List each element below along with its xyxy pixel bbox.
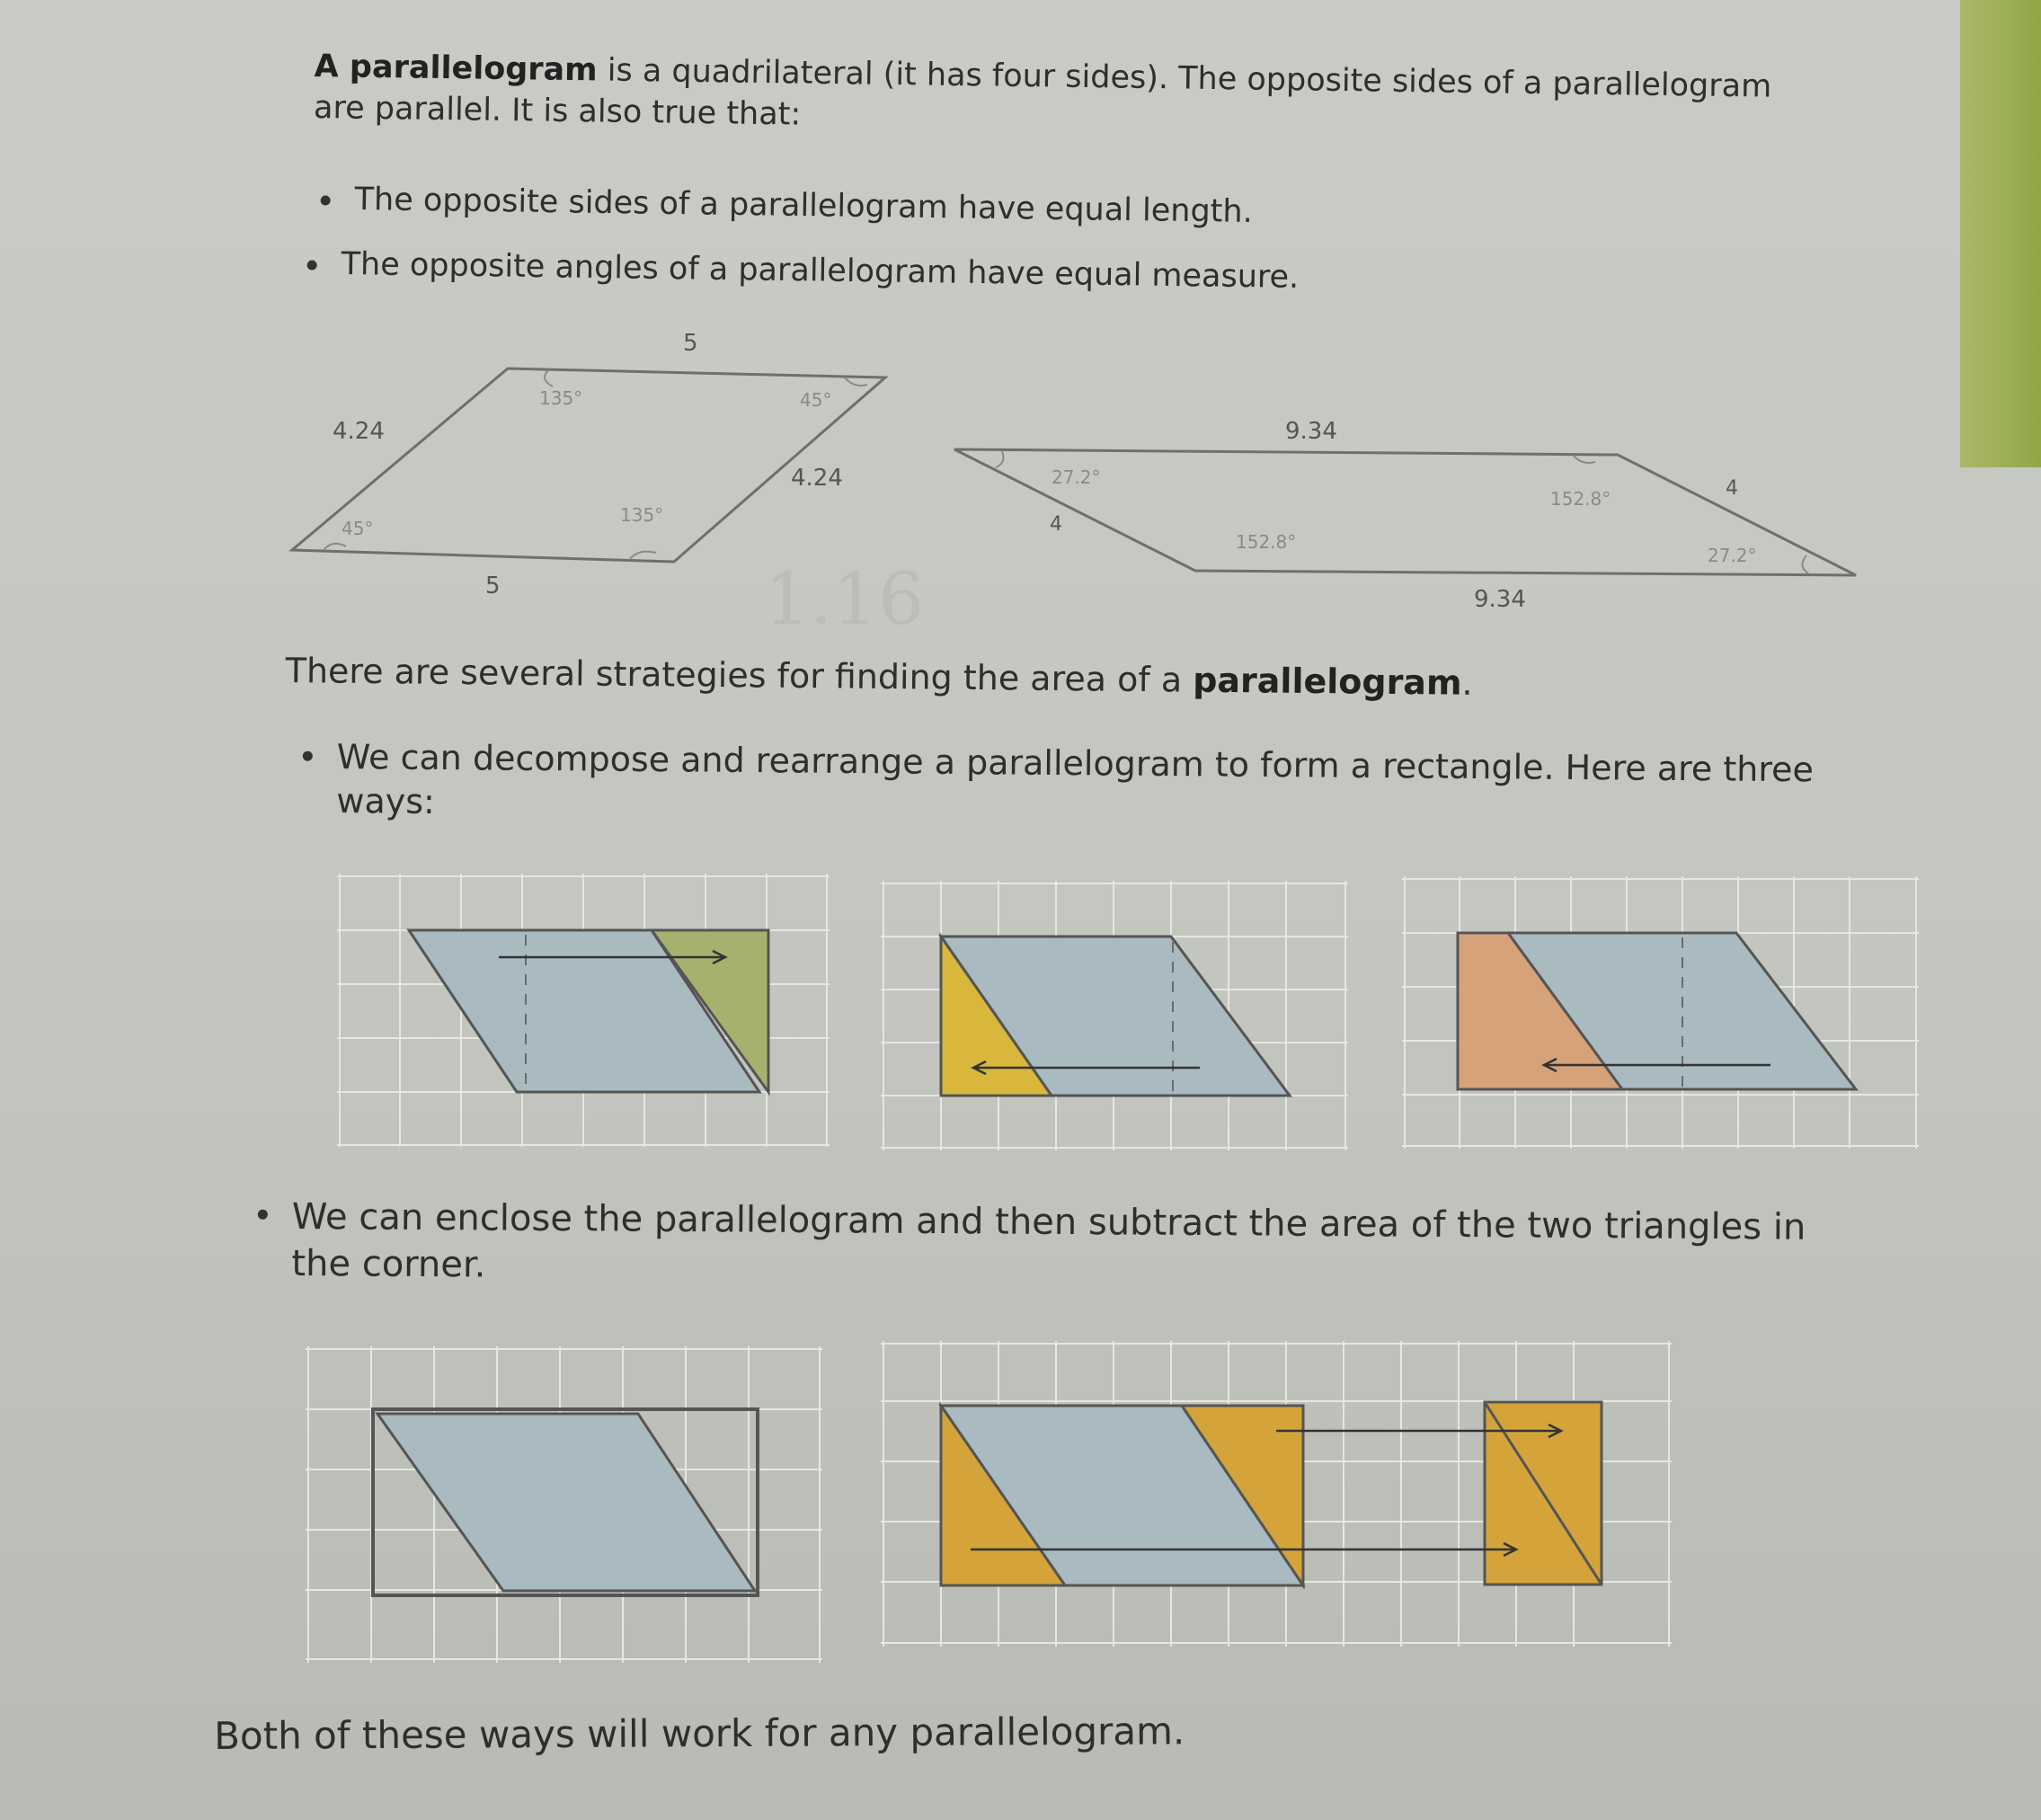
- pencil-note: 1.16: [764, 557, 925, 641]
- decompose-strategy: [336, 735, 1814, 837]
- property-angles: The opposite angles of a parallelogram have equal measure.: [341, 244, 1299, 298]
- decompose-figure-3: [1402, 876, 1919, 1149]
- decompose-line1: We can decompose and rearrange a parallelogram to form a rectangle. Here are three: [336, 736, 1815, 790]
- background-green-edge: [1960, 0, 2041, 467]
- figure-b-angle-bl: 152.8°: [1236, 531, 1297, 553]
- figure-a-left-length: 4.24: [333, 418, 385, 445]
- figure-a-angle-bl: 45°: [342, 518, 374, 539]
- enclose-line1: We can enclose the parallelogram and then subtract the area of the two triangles in: [291, 1195, 1806, 1248]
- enclose-figure-2: [881, 1341, 1672, 1647]
- strategies-term: parallelogram: [1192, 660, 1462, 703]
- intro-line2: are parallel. It is also true that:: [313, 89, 802, 133]
- figure-a-angle-tr: 45°: [800, 389, 832, 411]
- figure-a-angle-br: 135°: [620, 504, 664, 526]
- figure-b-top-length: 9.34: [1285, 418, 1337, 445]
- figure-a-angle-tl: 135°: [539, 387, 583, 409]
- enclose-strategy: [291, 1194, 1806, 1298]
- decompose-figure-1: [337, 874, 830, 1147]
- strategies-period: .: [1461, 662, 1473, 703]
- figure-b-right-length: 4: [1726, 477, 1738, 500]
- figure-a-bottom-length: 5: [485, 573, 501, 599]
- figure-b-angle-tl: 27.2°: [1052, 466, 1101, 488]
- figure-b-angle-br: 27.2°: [1708, 545, 1757, 566]
- parallelogram-term: A parallelogram: [314, 48, 598, 89]
- parallelogram-figure-b: [935, 404, 1878, 629]
- property-sides: The opposite sides of a parallelogram have equal length.: [354, 180, 1253, 233]
- figure-b-angle-tr: 152.8°: [1550, 488, 1611, 510]
- figure-b-left-length: 4: [1050, 513, 1062, 536]
- closing-statement: Both of these ways will work for any parallelogram.: [214, 1709, 1185, 1758]
- figure-b-bottom-length: 9.34: [1474, 586, 1526, 613]
- decompose-figure-2: [881, 881, 1348, 1150]
- enclose-line2: the corner.: [291, 1242, 486, 1286]
- figure-a-right-length: 4.24: [791, 465, 843, 492]
- decompose-line2: ways:: [336, 781, 436, 822]
- intro-line1: is a quadrilateral (it has four sides). The opposite sides of a parallelogram: [597, 52, 1772, 105]
- enclose-figure-1: [306, 1346, 822, 1663]
- figure-a-top-length: 5: [683, 330, 698, 357]
- strategies-intro-text: There are several strategies for finding the area of a: [285, 650, 1194, 700]
